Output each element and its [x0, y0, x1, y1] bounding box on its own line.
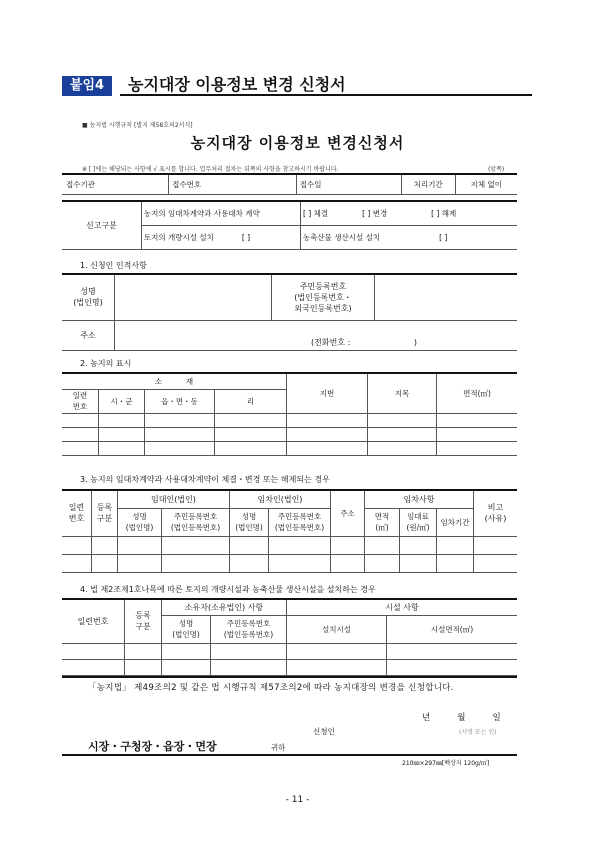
- applicant-label: 신청인: [313, 727, 335, 736]
- improvement-facility-item: 토지의 개량시설 설치 [ ]: [141, 225, 300, 249]
- si-gun-header: 시・군: [99, 389, 145, 413]
- ri-header: 리: [215, 389, 287, 413]
- processing-period-label: 처리기간: [401, 174, 455, 194]
- improvement-facility-checkbox[interactable]: [ ]: [241, 232, 251, 242]
- phone-label: (전화번호 : ): [311, 337, 417, 347]
- date-line[interactable]: 년 월 일: [422, 713, 501, 723]
- lessee-id-header: 주민등록번호 (법인등록번호): [269, 508, 331, 536]
- section3-title: 3. 농지의 임대차계약과 사용대차계약이 체결・변경 또는 해제되는 경우: [80, 475, 330, 484]
- receipt-table: [62, 173, 517, 195]
- area-header: 면적(㎡): [437, 373, 518, 413]
- applicant-address-input[interactable]: [115, 320, 518, 350]
- jimok-header: 지목: [368, 373, 437, 413]
- lease-terms-header: 임차사항: [365, 490, 474, 508]
- statement-divider: [62, 676, 517, 678]
- lessor-name-header: 성명 (법인명): [118, 508, 162, 536]
- receipt-agency[interactable]: 접수기관: [62, 174, 169, 194]
- owner-id-header: 주민등록번호 (법인등록번호): [211, 615, 287, 643]
- recipient: 시장・구청장・읍장・면장: [88, 740, 217, 753]
- farmland-table: [62, 372, 517, 456]
- lease-kind-header: 등록 구분: [92, 490, 118, 536]
- processing-period-value: 지체 없이: [455, 174, 517, 194]
- table-row[interactable]: [62, 536, 517, 554]
- facility-area-header: 시설면적(㎡): [387, 615, 518, 643]
- table-row[interactable]: [62, 441, 517, 455]
- owner-name-header: 성명 (법인명): [162, 615, 211, 643]
- lease-area-header: 면적 (㎡): [365, 508, 400, 536]
- lessor-id-header: 주민등록번호 (법인등록번호): [162, 508, 230, 536]
- attachment-badge: 붙임4: [62, 76, 112, 96]
- lease-period-header: 임차기간: [437, 508, 474, 536]
- production-facility-checkbox[interactable]: [ ]: [431, 225, 517, 249]
- facility-header: 시설 사항: [287, 599, 518, 615]
- section4-title: 4. 법 제2조제1호나목에 따른 토지의 개량시설과 농축산물 생산시설을 설치하는 경우: [80, 585, 376, 594]
- applicant-name-input[interactable]: [115, 274, 272, 320]
- jibun-header: 지번: [287, 373, 368, 413]
- option-change[interactable]: [ ] 변경: [362, 201, 431, 225]
- document-title: 농지대장 이용정보 변경신청서: [190, 134, 405, 152]
- option-cancel[interactable]: [ ] 해제: [431, 201, 517, 225]
- lessee-name-header: 성명 (법인명): [230, 508, 269, 536]
- owner-header: 소유자(소유법인) 사항: [162, 599, 287, 615]
- applicant-name-label: 성명 (법인명): [62, 274, 115, 320]
- serial-header: 일련 번호: [62, 389, 99, 413]
- applicant-address-label: 주소: [62, 320, 115, 350]
- receipt-date[interactable]: 접수일: [296, 174, 401, 194]
- recipient-honorific: 귀하: [271, 743, 286, 752]
- option-conclude[interactable]: [ ] 체결: [300, 201, 362, 225]
- paper-spec: 210㎜×297㎜[백상지 120g/㎡]: [402, 760, 490, 767]
- page-number: - 11 -: [285, 795, 310, 805]
- law-reference: ■ 농지법 시행규칙 [별지 제58호의2서식]: [82, 122, 193, 129]
- section1-title: 1. 신청인 인적사항: [80, 261, 147, 270]
- lease-contract-item: 농지의 임대차계약과 사용대차 계약: [141, 201, 300, 225]
- production-facility-item: 농축산물 생산시설 설치: [300, 225, 431, 249]
- table-row[interactable]: [62, 413, 517, 427]
- location-header: 소 재: [62, 373, 287, 389]
- lessee-header: 임차인(법인): [230, 490, 331, 508]
- report-type-label: 신고구분: [62, 201, 141, 249]
- table-row[interactable]: [62, 643, 517, 659]
- lease-serial-header: 일련 번호: [62, 490, 92, 536]
- signature-field[interactable]: (서명 또는 인): [459, 729, 497, 736]
- facility-table: [62, 598, 517, 676]
- bottom-divider: [62, 754, 517, 756]
- lessee-address-header: 주소: [331, 490, 365, 536]
- facility-kind-header: 등록 구분: [125, 599, 162, 643]
- facility-type-header: 설치시설: [287, 615, 387, 643]
- facility-serial-header: 일련번호: [62, 599, 125, 643]
- table-row[interactable]: [62, 427, 517, 441]
- table-row[interactable]: [62, 659, 517, 675]
- eup-header: 읍・면・동: [145, 389, 215, 413]
- applicant-id-input[interactable]: [375, 274, 518, 320]
- rent-header: 임대료 (원/㎡): [400, 508, 437, 536]
- notice-side: (앞쪽): [488, 166, 505, 173]
- lessor-header: 임대인(법인): [118, 490, 230, 508]
- report-type-table: [62, 200, 517, 250]
- section2-title: 2. 농지의 표시: [80, 359, 132, 368]
- application-statement: 「농지법」 제49조의2 및 같은 법 시행규칙 제57조의2에 따라 농지대장의 변경을 신청합니다.: [88, 683, 454, 693]
- receipt-number[interactable]: 접수번호: [169, 174, 297, 194]
- applicant-id-label: 주민등록번호 (법인등록번호・ 외국인등록번호): [272, 274, 375, 320]
- table-row[interactable]: [62, 554, 517, 572]
- applicant-table: [62, 273, 517, 351]
- page-title: 농지대장 이용정보 변경 신청서: [120, 74, 532, 96]
- notice-text: ※ [ ]에는 해당되는 사항에 √ 표시를 합니다. 업무처리 절차는 뒤쪽의 사항을 참고하시기 바랍니다.: [82, 166, 339, 173]
- lease-table: [62, 489, 517, 573]
- remarks-header: 비고 (사유): [474, 490, 518, 536]
